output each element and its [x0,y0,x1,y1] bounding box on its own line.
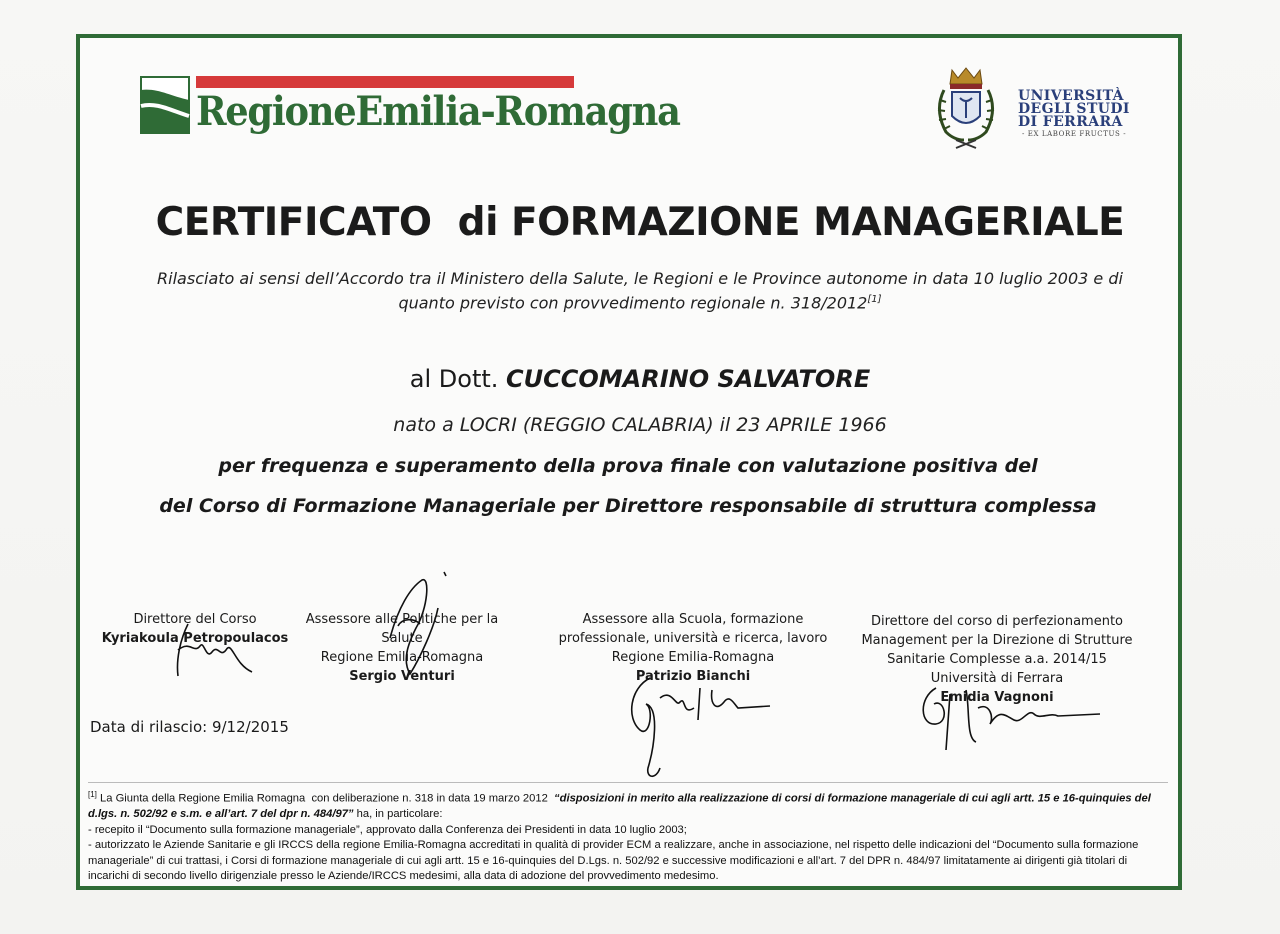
issue-date: Data di rilascio: 9/12/2015 [90,718,289,736]
university-motto: - EX LABORE FRUCTUS - [1022,130,1127,138]
certificate-title: CERTIFICATO di FORMAZIONE MANAGERIALE [155,200,1125,245]
signatory-role: Regione Emilia-Romagna [611,650,775,665]
birth-info: nato a LOCRI (REGGIO CALABRIA) il 23 APRILE 1966 [393,414,887,436]
footnote-text: ha, in particolare: [353,808,443,821]
footnote-paragraph-2: - recepito il “Documento sulla formazione manageriale”, approvato dalla Conferenza dei Presidenti in data 10 luglio 2003; [88,823,687,836]
signatory-role: Management per la Direzione di Strutture [861,633,1133,648]
university-name-line1: UNIVERSITÀ [1018,88,1124,104]
footnote-divider [88,782,1168,783]
recipient-prefix: al Dott. [409,365,499,393]
signatory-role: professionale, università e ricerca, lavoro [558,631,828,646]
footnote [88,787,1170,885]
footnote-paragraph-1 [88,787,1170,823]
signatory-name: Emidia Vagnoni [940,690,1054,705]
signatory-role: Sanitarie Complesse a.a. 2014/15 [887,652,1107,667]
signatory-role: Direttore del corso di perfezionamento [870,614,1124,629]
subtitle-line2: quanto previsto con provvedimento regionale n. 318/2012 [398,293,868,313]
signatory-name: Kyriakoula Petropoulacos [101,631,289,646]
region-logo [140,74,680,144]
signatory-health-councillor [284,610,520,686]
signatory-role: Direttore del Corso [133,612,257,627]
university-name-line2: DEGLI STUDI [1018,101,1130,117]
recipient [0,365,1280,393]
region-name: RegioneEmilia-Romagna [196,88,680,135]
footnote-text: La Giunta della Regione Emilia Romagna con deliberazione n. 318 in data 19 marzo 2012 [96,792,555,805]
subtitle-footnote-ref: [1] [867,294,882,305]
recipient-name: CUCCOMARINO SALVATORE [506,365,871,393]
footnote-paragraph-3: - autorizzato le Aziende Sanitarie e gli IRCCS della regione Emilia-Romagna accreditati in qualità di provider ECM a realizzare, anche in associazione, nel rispetto delle indicazioni del “Documento sulla formazione manageriale” di cui trattasi, i Corsi di formazione manageriale di cui agli artt. 15 e 16-quinquies del D.Lgs. n. 502/92 e successive modificazioni e all’art. 7 del DPR n. 484/97 limitatamente ai dirigenti già titolari di incarichi di secondo livello dirigenziale presso le Aziende/IRCCS medesimi, alla data di adozione del provvedimento medesimo. [88,839,1139,883]
footnote-ref: [1] [88,790,97,799]
signatory-name: Patrizio Bianchi [635,669,751,684]
signatory-university-director [852,612,1142,707]
certificate-subtitle [100,268,1180,313]
region-logo-red-bar [196,76,574,88]
signatory-role: Università di Ferrara [930,671,1064,686]
signatory-name: Sergio Venturi [349,669,455,684]
region-emblem-icon [140,76,190,134]
signatory-school-councillor [548,610,838,686]
university-name-line3: DI FERRARA [1018,114,1123,130]
university-name [1018,90,1130,129]
footnote-quote: “disposizioni in merito alla realizzazione di corsi di formazione manageriale di cui agli artt. 15 e 16-quinquies del d.lgs. n. 502/92 e s.m. e all’art. 7 del dpr n. 484/97” [88,792,1151,821]
statement-line1: per frequenza e superamento della prova finale con valutazione positiva del [218,455,1038,477]
university-logo [930,66,1130,156]
university-crest-icon [930,66,1002,154]
statement-line2: del Corso di Formazione Manageriale per Direttore responsabile di struttura complessa [159,495,1097,517]
signatory-course-director [100,610,290,648]
signatory-role: Assessore alle Politiche per la Salute [305,612,499,646]
signatory-role: Regione Emilia-Romagna [320,650,484,665]
signatory-role: Assessore alla Scuola, formazione [582,612,804,627]
subtitle-line1: Rilasciato ai sensi dell’Accordo tra il Ministero della Salute, le Regioni e le Province autonome in data 10 luglio 2003 e di [157,269,1123,288]
